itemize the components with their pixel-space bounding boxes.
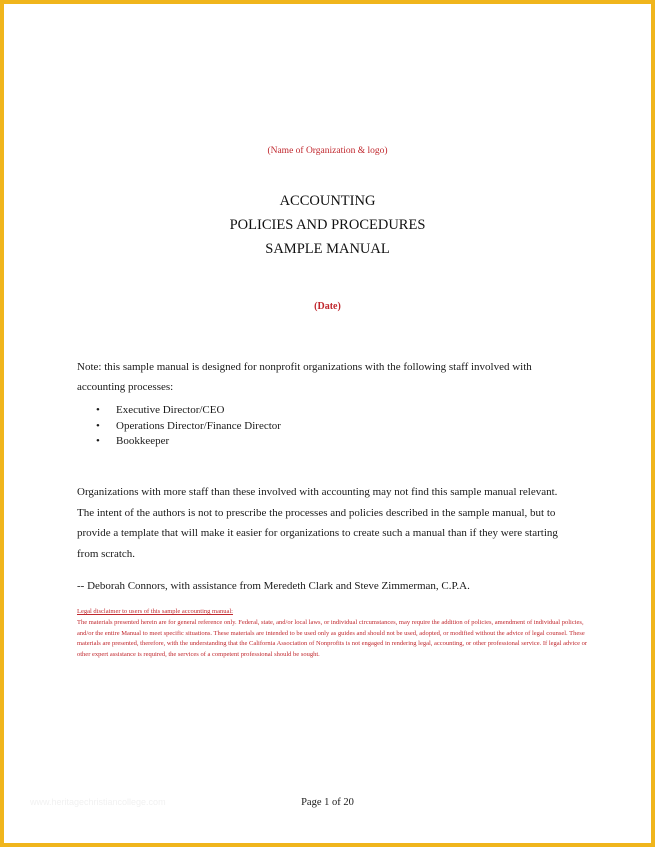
- title-line-2: POLICIES AND PROCEDURES: [229, 217, 426, 233]
- bullet-icon: •: [96, 404, 100, 416]
- intro-note: Note: this sample manual is designed for nonprofit organizations with the following staff involved with accounting processes:: [77, 361, 532, 393]
- document-page: [4, 4, 651, 843]
- staff-list: [94, 403, 281, 450]
- organization-placeholder: (Name of Organization & logo): [267, 146, 388, 156]
- purpose-paragraph: Organizations with more staff than these involved with accounting may not find this sample manual relevant. The intent of the authors is not to prescribe the processes and policies described in the sample manual, but to provide a template that will make it easier for organizations to create such a manual than if they were starting from scratch.: [77, 486, 558, 560]
- list-item: [94, 434, 281, 450]
- list-item-text: Executive Director/CEO: [116, 404, 225, 416]
- date-placeholder: (Date): [314, 301, 341, 312]
- list-item-text: Operations Director/Finance Director: [116, 419, 281, 432]
- list-item-text: Bookkeeper: [116, 435, 170, 447]
- attribution: -- Deborah Connors, with assistance from Meredeth Clark and Steve Zimmerman, C.P.A.: [77, 580, 470, 592]
- list-item: [94, 403, 281, 419]
- title-line-3: SAMPLE MANUAL: [265, 241, 390, 257]
- list-item: [94, 419, 281, 435]
- title-line-1: ACCOUNTING: [279, 193, 376, 209]
- disclaimer-body: The materials presented herein are for general reference only. Federal, state, and/or local laws, or individual circumstances, may require the addition of policies, amendment of individual policies, and/or the entire Manual to meet specific situations. These materials are intended to be used only as guides and should not be used, adopted, or modified without the advice of legal counsel. These materials are presented, therefore, with the understanding that the California Association of Nonprofits is not engaged in rendering legal, accounting, or other professional service. If legal advice or other expert assistance is required, the services of a competent professional should be sought.: [77, 619, 588, 658]
- bullet-icon: •: [96, 419, 100, 432]
- watermark: www.heritagechristiancollege.com: [30, 797, 166, 807]
- page-number: Page 1 of 20: [301, 797, 354, 808]
- disclaimer-heading: Legal disclaimer to users of this sample accounting manual:: [77, 608, 233, 615]
- bullet-icon: •: [96, 435, 100, 447]
